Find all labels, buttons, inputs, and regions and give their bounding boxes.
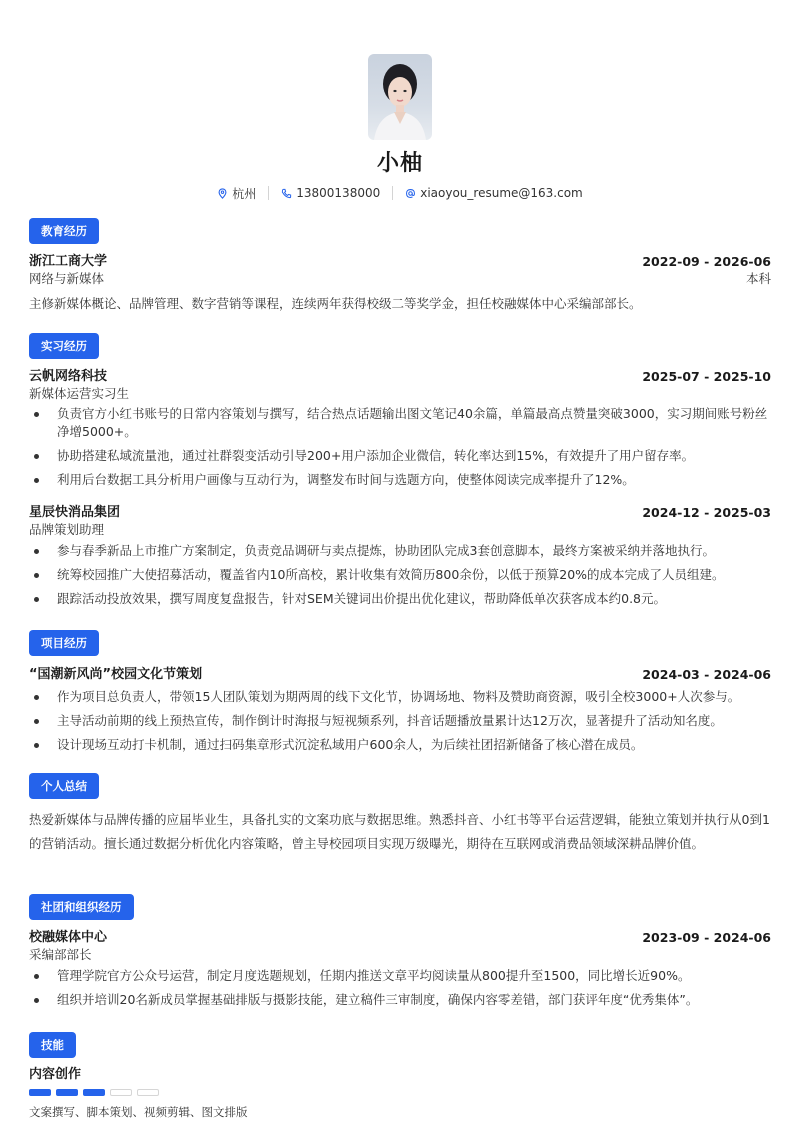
organization-name: 校融媒体中心 bbox=[29, 930, 108, 945]
summary-text: 热爱新媒体与品牌传播的应届毕业生，具备扎实的文案功底与数据思维。熟悉抖音、小红书等平台运营逻辑，能独立策划并执行从0到1的营销活动。擅长通过数据分析优化内容策略，曾主导校园项目实现万级曝光，期待在互联网或消费品领域深耕品牌价值。 bbox=[29, 812, 770, 851]
internship-entry-header bbox=[29, 368, 771, 386]
phone-icon bbox=[281, 188, 292, 199]
skill-level-segment-filled bbox=[83, 1089, 105, 1096]
company-name: 星辰快消品集团 bbox=[29, 505, 121, 520]
list-item: 利用后台数据工具分析用户画像与互动行为，调整发布时间与选题方向，使整体阅读完成率提升了12%。 bbox=[29, 471, 771, 489]
section-title-skills: 技能 bbox=[29, 1032, 76, 1058]
organization-entry-header bbox=[29, 929, 771, 947]
education-date: 2022-09 - 2026-06 bbox=[642, 254, 771, 269]
resume-header bbox=[29, 0, 771, 202]
degree: 本科 bbox=[745, 271, 771, 286]
location-pin-icon bbox=[217, 188, 228, 199]
education-description: 主修新媒体概论、品牌管理、数字营销等课程，连续两年获得校级二等奖学金，担任校融媒体中心采编部部长。 bbox=[29, 296, 642, 311]
major: 网络与新媒体 bbox=[29, 271, 105, 286]
project-entry-header bbox=[29, 666, 771, 684]
list-item: 作为项目总负责人，带领15人团队策划为期两周的线下文化节，协调场地、物料及赞助商资源，吸引全校3000+人次参与。 bbox=[29, 688, 771, 706]
contact-location bbox=[217, 185, 256, 202]
at-sign-icon bbox=[405, 188, 416, 199]
skill-level-segment-filled bbox=[56, 1089, 78, 1096]
role: 品牌策划助理 bbox=[29, 522, 105, 537]
skill-level-segment-empty bbox=[137, 1089, 159, 1096]
location-text: 杭州 bbox=[232, 186, 257, 201]
section-title-organizations: 社团和组织经历 bbox=[29, 894, 134, 920]
contact-phone bbox=[281, 186, 380, 200]
list-item: 负责官方小红书账号的日常内容策划与撰写，结合热点话题输出图文笔记40余篇，单篇最高点赞量突破3000，实习期间账号粉丝净增5000+。 bbox=[29, 405, 771, 441]
project-date: 2024-03 - 2024-06 bbox=[642, 667, 771, 682]
phone-text[interactable]: 13800138000 bbox=[296, 186, 381, 200]
role: 采编部部长 bbox=[29, 947, 92, 962]
project-name: “国潮新风尚”校园文化节策划 bbox=[29, 667, 203, 682]
list-item: 跟踪活动投放效果，撰写周度复盘报告，针对SEM关键词出价提出优化建议，帮助降低单次获客成本约0.8元。 bbox=[29, 590, 771, 608]
skill-level-segment-filled bbox=[29, 1089, 51, 1096]
divider bbox=[268, 186, 269, 200]
email-text[interactable]: xiaoyou_resume@163.com bbox=[420, 186, 583, 200]
school-name: 浙江工商大学 bbox=[29, 254, 108, 269]
candidate-name: 小柚 bbox=[376, 151, 423, 176]
skill-description: 文案撰写、脚本策划、视频剪辑、图文排版 bbox=[29, 1105, 248, 1119]
skill-level-indicator bbox=[29, 1089, 159, 1096]
internship-entry-sub bbox=[29, 385, 771, 403]
education-entry-header bbox=[29, 253, 771, 271]
organization-bullets bbox=[29, 967, 771, 1015]
list-item: 主导活动前期的线上预热宣传，制作倒计时海报与短视频系列，抖音话题播放量累计达12万次，显著提升了活动知名度。 bbox=[29, 712, 771, 730]
skill-level-segment-empty bbox=[110, 1089, 132, 1096]
contact-email bbox=[405, 186, 583, 200]
skill-entry-header bbox=[29, 1066, 771, 1084]
internship-entry-header bbox=[29, 504, 771, 522]
contact-info bbox=[29, 184, 771, 202]
list-item: 设计现场互动打卡机制，通过扫码集章形式沉淀私域用户600余人，为后续社团招新储备了核心潜在成员。 bbox=[29, 736, 771, 754]
organization-date: 2023-09 - 2024-06 bbox=[642, 930, 771, 945]
list-item: 参与春季新品上市推广方案制定，负责竞品调研与卖点提炼，协助团队完成3套创意脚本，最终方案被采纳并落地执行。 bbox=[29, 542, 771, 560]
skill-name: 内容创作 bbox=[29, 1067, 82, 1082]
section-title-internships: 实习经历 bbox=[29, 333, 99, 359]
list-item: 管理学院官方公众号运营，制定月度选题规划，任期内推送文章平均阅读量从800提升至1500，同比增长近90%。 bbox=[29, 967, 771, 985]
portrait-icon bbox=[368, 54, 432, 140]
section-title-education: 教育经历 bbox=[29, 218, 99, 244]
internship-bullets bbox=[29, 405, 771, 495]
internship-bullets bbox=[29, 542, 771, 614]
internship-date: 2024-12 - 2025-03 bbox=[642, 505, 771, 520]
list-item: 组织并培训20名新成员掌握基础排版与摄影技能，建立稿件三审制度，确保内容零差错，部门获评年度“优秀集体”。 bbox=[29, 991, 771, 1009]
divider bbox=[392, 186, 393, 200]
list-item: 统筹校园推广大使招募活动，覆盖省内10所高校，累计收集有效简历800余份，以低于预算20%的成本完成了人员组建。 bbox=[29, 566, 771, 584]
internship-date: 2025-07 - 2025-10 bbox=[642, 369, 771, 384]
project-bullets bbox=[29, 688, 771, 760]
list-item: 协助搭建私域流量池，通过社群裂变活动引导200+用户添加企业微信，转化率达到15%，有效提升了用户留存率。 bbox=[29, 447, 771, 465]
company-name: 云帆网络科技 bbox=[29, 369, 108, 384]
section-title-summary: 个人总结 bbox=[29, 773, 99, 799]
organization-entry-sub bbox=[29, 946, 771, 964]
internship-entry-sub bbox=[29, 521, 771, 539]
profile-photo bbox=[368, 54, 432, 140]
section-title-projects: 项目经历 bbox=[29, 630, 99, 656]
role: 新媒体运营实习生 bbox=[29, 386, 130, 401]
education-entry-sub bbox=[29, 270, 771, 288]
